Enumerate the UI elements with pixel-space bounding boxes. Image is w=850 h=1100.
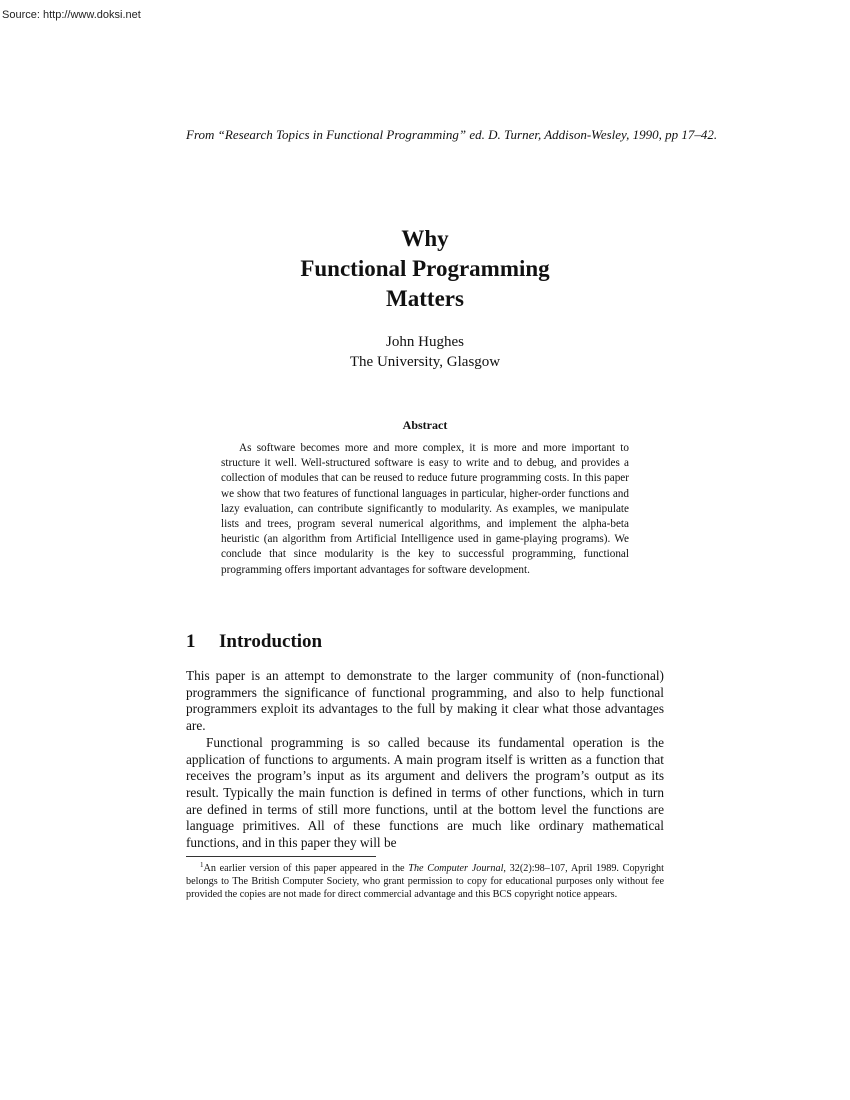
- citation-line: From “Research Topics in Functional Programming” ed. D. Turner, Addison-Wesley, 1990, pp 17–42.: [186, 127, 718, 142]
- footnote-text-after: , 32(2):98–107, April 1989. Copyright belongs to The British Computer Society, who grant permission to copy for educational purposes only without fee provided the copies are not made for direct commercial advantage and this BCS copyright notice appears.: [186, 863, 664, 901]
- section-number: 1: [186, 631, 196, 652]
- footnote: [186, 859, 664, 902]
- section-heading: [186, 631, 322, 653]
- footnote-rule: [186, 856, 376, 857]
- section-title: Introduction: [219, 631, 323, 652]
- author-block: [0, 332, 850, 372]
- footnote-journal: The Computer Journal: [408, 863, 504, 874]
- author-name: John Hughes: [386, 334, 464, 350]
- source-label: Source: http://www.doksi.net: [2, 9, 141, 21]
- abstract-heading: Abstract: [402, 418, 448, 432]
- title-line-2: Functional Programming: [300, 256, 550, 281]
- paper-title: [0, 224, 850, 314]
- paragraph-2: Functional programming is so called because its fundamental operation is the application of functions to arguments. A main program itself is written as a function that receives the program’s input as its argument and delivers the program’s output as its result. Typically the main function is defined in terms of other functions, which in turn are defined in terms of still more functions, until at the bottom level the functions are language primitives. All of these functions are much like ordinary mathematical functions, and in this paper they will be: [186, 734, 664, 851]
- paragraph-1: This paper is an attempt to demonstrate to the larger community of (non-functional) programmers the significance of functional programming, and also to help functional programmers exploit its advantages to the full by making it clear what those advantages are.: [186, 668, 664, 734]
- title-line-3: Matters: [386, 286, 464, 311]
- footnote-marker: 1: [200, 861, 204, 869]
- footnote-text-before: An earlier version of this paper appeared in the: [203, 863, 409, 874]
- abstract-text: As software becomes more and more complex, it is more and more important to structure it well. Well-structured software is easy to write and to debug, and provides a collection of modules that can be reused to reduce future programming costs. In this paper we show that two features of functional languages in particular, higher-order functions and lazy evaluation, can contribute significantly to modularity. As examples, we manipulate lists and trees, program several numerical algorithms, and implement the alpha-beta heuristic (an algorithm from Artificial Intelligence used in game-playing programs). We conclude that since modularity is the key to successful programming, functional programming offers important advantages for software development.: [221, 442, 629, 576]
- body-text: [186, 668, 664, 852]
- author-affiliation: The University, Glasgow: [349, 354, 501, 370]
- title-line-1: Why: [401, 226, 449, 251]
